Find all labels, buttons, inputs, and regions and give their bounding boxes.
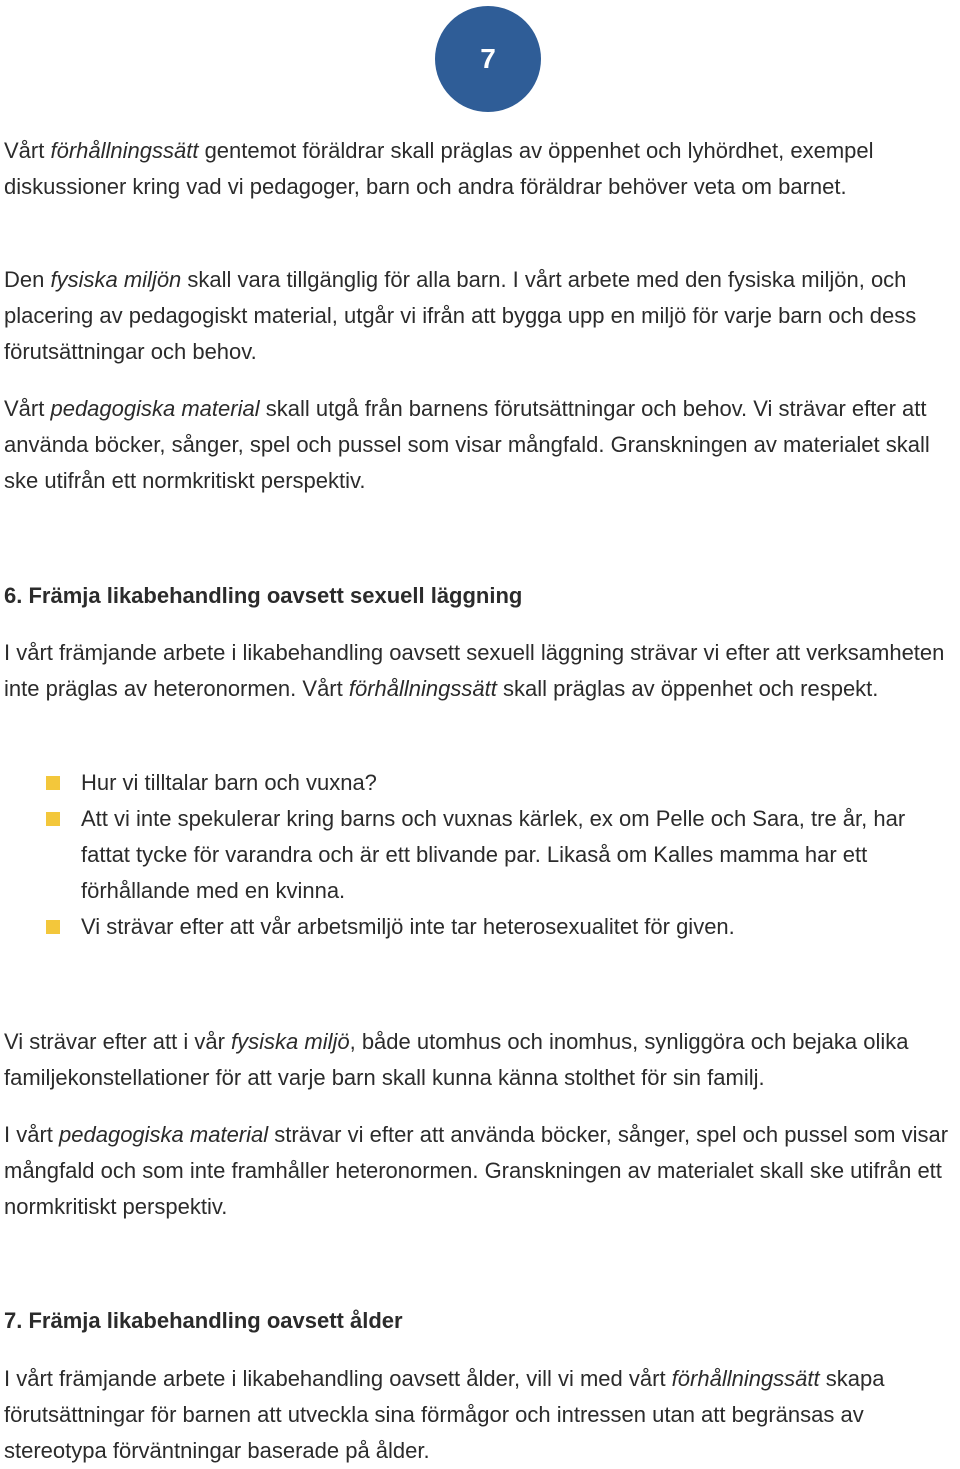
text: strävar vi efter att använda böcker, sånger, spel och pussel som visar mångfald och som inte framhåller heteronormen. Granskningen av materialet skall ske utifrån ett normkritiskt perspektiv. [4, 1122, 949, 1219]
text: skall vara tillgänglig för alla barn. I vårt arbete med den fysiska miljön, och placering av pedagogiskt material, utgår vi ifrån att bygga upp en miljö för varje barn och dess förutsättningar och behov. [4, 267, 917, 364]
text: I vårt främjande arbete i likabehandling oavsett sexuell läggning strävar vi efter att verksamheten inte präglas av heteronormen. Vårt [4, 640, 945, 701]
emphasis: fysiska miljön [50, 267, 182, 292]
square-bullet-icon [46, 776, 60, 790]
text: gentemot föräldrar skall präglas av öppenhet och lyhördhet, exempel diskussioner kring vad vi pedagoger, barn och andra föräldrar behöver veta om barnet. [4, 138, 874, 199]
page-number-badge [435, 6, 541, 112]
text: Vi strävar efter att i vår [4, 1029, 232, 1054]
list-item [4, 765, 959, 801]
text: Vårt [4, 138, 51, 163]
intro-paragraph-environment [4, 262, 959, 370]
bullet-list [4, 765, 959, 945]
section-6-heading: 6. Främja likabehandling oavsett sexuell läggning [4, 583, 523, 608]
list-item-text: Hur vi tilltalar barn och vuxna? [81, 770, 377, 795]
list-item-text: Vi strävar efter att vår arbetsmiljö inte tar heterosexualitet för given. [81, 914, 735, 939]
section-6-paragraph-environment [4, 1024, 959, 1096]
text: skall utgå från barnens förutsättningar och behov. Vi strävar efter att använda böcker, sånger, spel och pussel som visar mångfald. Granskningen av materialet skall ske utifrån ett normkritiskt perspektiv. [4, 396, 930, 493]
section-7-paragraph [4, 1361, 959, 1469]
text: I vårt [4, 1122, 60, 1147]
emphasis: förhållningssätt [50, 138, 199, 163]
text: Vårt [4, 396, 51, 421]
text: skall präglas av öppenhet och respekt. [496, 676, 879, 701]
list-item [4, 909, 959, 945]
text: skapa förutsättningar för barnen att utveckla sina förmågor och intressen utan att begränsas av stereotypa förväntningar baserade på ålder. [4, 1366, 885, 1463]
section-7-heading: 7. Främja likabehandling oavsett ålder [4, 1308, 403, 1333]
emphasis: pedagogiska material [50, 396, 260, 421]
square-bullet-icon [46, 812, 60, 826]
emphasis: fysiska miljö [231, 1029, 350, 1054]
text: Den [4, 267, 51, 292]
list-item-text: Att vi inte spekulerar kring barns och vuxnas kärlek, ex om Pelle och Sara, tre år, har fattat tycke för varandra och är ett blivande par. Likaså om Kalles mamma har ett förhållande med en kvinna. [81, 806, 906, 903]
emphasis: förhållningssätt [348, 676, 497, 701]
emphasis: pedagogiska material [59, 1122, 269, 1147]
section-6-paragraph-material [4, 1117, 959, 1225]
text: , både utomhus och inomhus, synliggöra och bejaka olika familjekonstellationer för att varje barn skall kunna känna stolthet för sin familj. [4, 1029, 909, 1090]
list-item [4, 801, 959, 909]
page-number: 7 [480, 43, 496, 74]
section-6-paragraph-intro [4, 635, 959, 707]
intro-paragraph-relations [4, 133, 959, 205]
emphasis: förhållningssätt [671, 1366, 820, 1391]
square-bullet-icon [46, 920, 60, 934]
intro-paragraph-material [4, 391, 959, 499]
text: I vårt främjande arbete i likabehandling oavsett ålder, vill vi med vårt [4, 1366, 672, 1391]
